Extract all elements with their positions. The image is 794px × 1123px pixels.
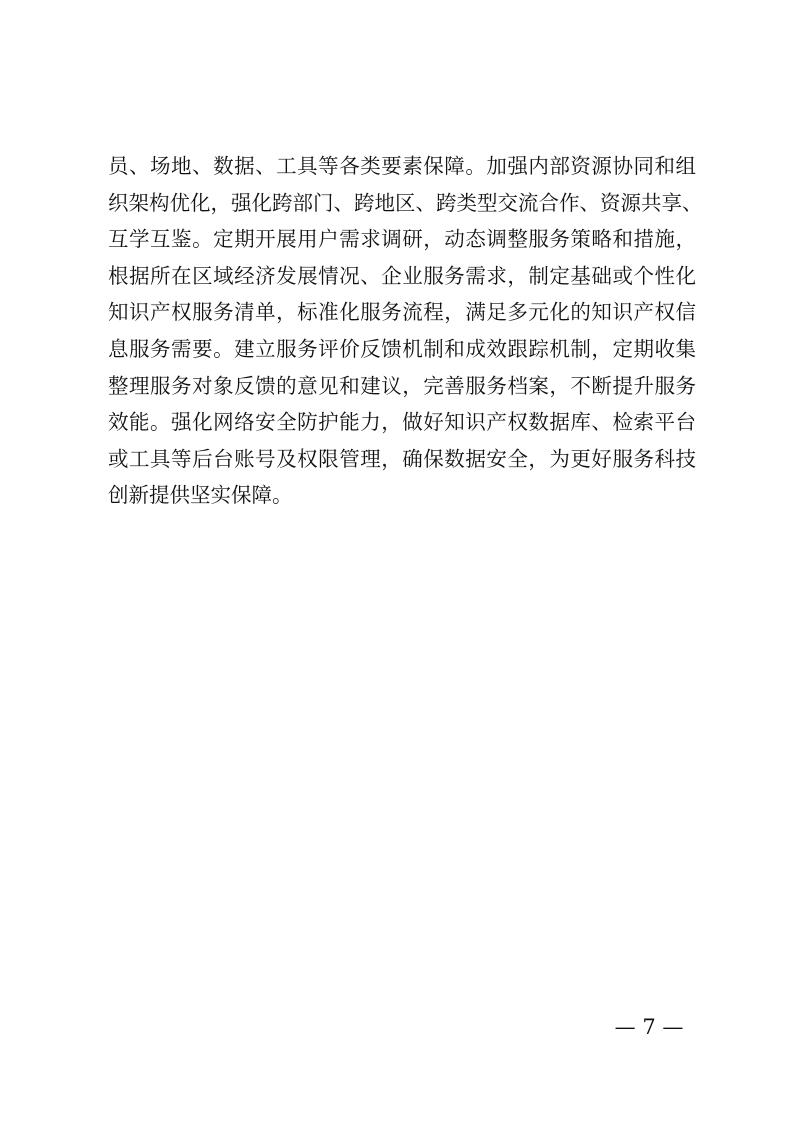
paragraph-line: 互学互鉴。定期开展用户需求调研，动态调整服务策略和措施，	[108, 227, 696, 252]
paragraph-line: 效能。强化网络安全防护能力，做好知识产权数据库、检索平台	[108, 410, 696, 435]
paragraph-line: 息服务需要。建立服务评价反馈机制和成效跟踪机制，定期收集	[108, 336, 696, 361]
paragraph-line: 创新提供坚实保障。	[108, 483, 293, 508]
paragraph-line: 整理服务对象反馈的意见和建议，完善服务档案，不断提升服务	[108, 373, 696, 398]
paragraph-line: 或工具等后台账号及权限管理，确保数据安全，为更好服务科技	[108, 446, 696, 471]
paragraph-line: 织架构优化，强化跨部门、跨地区、跨类型交流合作、资源共享、	[108, 190, 703, 215]
paragraph-line: 员、场地、数据、工具等各类要素保障。加强内部资源协同和组	[108, 154, 696, 178]
body-paragraph	[108, 148, 703, 514]
paragraph-line: 知识产权服务清单，标准化服务流程，满足多元化的知识产权信	[108, 300, 696, 325]
page-number: — 7 —	[614, 1015, 684, 1039]
paragraph-line: 根据所在区域经济发展情况、企业服务需求，制定基础或个性化	[108, 263, 696, 288]
